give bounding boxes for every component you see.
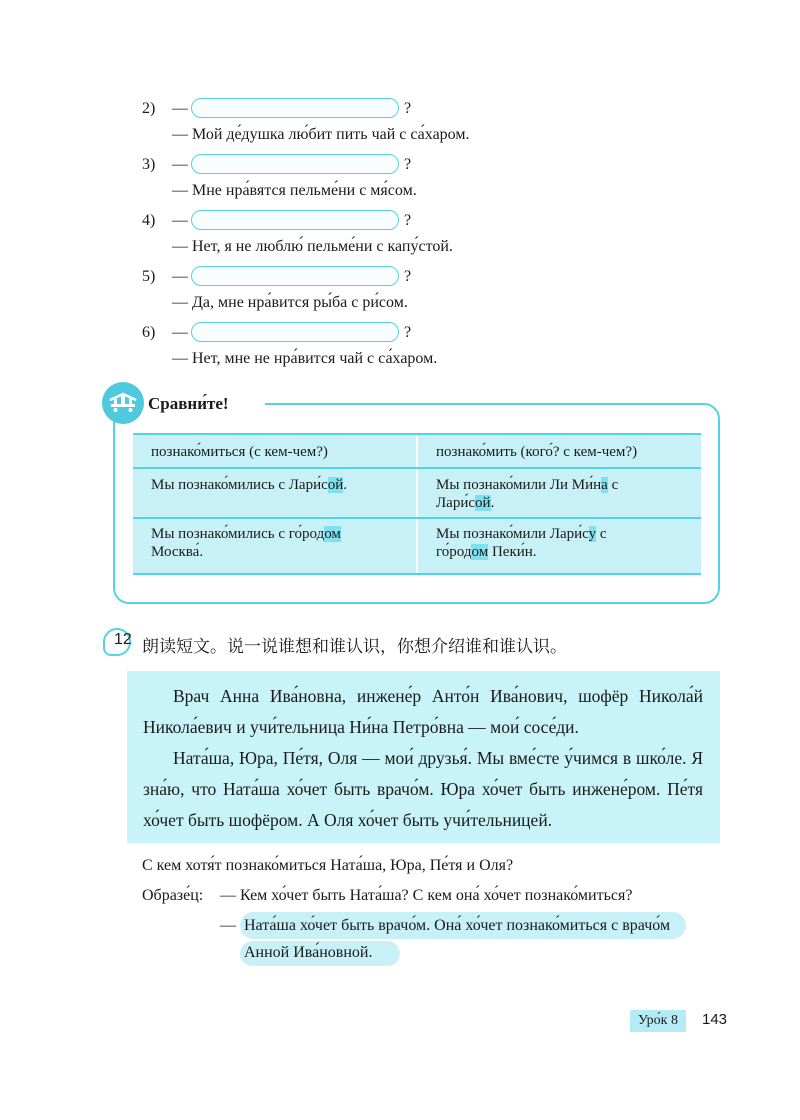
question-mark: ? [404,324,412,341]
header-cell-right: познако́мить (кого́? с кем-чем?) [417,434,701,468]
cell-text: Мы познако́мили Лари́с [436,526,589,542]
exercise-number: 12 [114,631,132,648]
page-number: 143 [702,1011,728,1028]
answer-blank-field[interactable] [191,266,399,286]
cell-text: с [607,477,619,493]
ending-highlight: а [601,477,608,493]
ending-highlight: ом [471,544,489,560]
answer-blank-field[interactable] [191,210,399,230]
task-question: С кем хотя́т познако́миться Ната́ша, Юра, Пе́тя и Оля? [142,857,514,874]
table-row [133,518,701,574]
exercise-number-badge [103,628,133,656]
ending-highlight: ой [475,495,491,511]
item-number: 2) [142,100,156,117]
cell-text: Мы познако́мились с Лари́с [151,477,328,493]
question-mark: ? [404,156,412,173]
answer-blank-field[interactable] [191,154,399,174]
reading-passage [127,671,720,843]
sample-question: — Кем хо́чет быть Ната́ша? С кем она́ хо́чет познако́миться? [220,887,633,904]
dash: — [172,324,188,341]
answer-line: — Нет, я не люблю́ пельме́ни с капу́стой. [172,238,453,255]
question-mark: ? [404,268,412,285]
ending-highlight: ой [327,477,344,493]
paragraph: Врач Анна Ива́новна, инжене́р Анто́н Ива́нович, шофёр Никола́й Никола́евич и учи́тельница Ни́на Петро́вна — мои́ сосе́ди. [143,686,703,737]
item-number: 4) [142,212,156,229]
question-mark: ? [404,100,412,117]
question-mark: ? [404,212,412,229]
item-number: 5) [142,268,156,285]
sample-label: Образе́ц: [142,887,204,904]
answer-line: — Нет, мне не нра́вится чай с са́харом. [172,350,438,367]
dash: — [172,268,188,285]
cell-text: Мы познако́мили Ли Ми́н [436,477,602,493]
lesson-badge: Уро́к 8 [630,1010,686,1032]
answer-line: — Мой де́душка лю́бит пить чай с са́харом. [172,126,470,143]
answer-line: — Да, мне нра́вится ры́ба с ри́сом. [172,294,408,311]
dash: — [172,100,188,117]
cell-text: Москва́. [151,544,204,560]
cell-text: . [490,495,495,511]
item-number: 3) [142,156,156,173]
table-cell [417,518,701,574]
exercise-instruction: 朗读短文。说一说谁想和谁认识，你想介绍谁和谁认识。 [142,637,567,656]
table-cell [133,468,417,518]
table-row [133,434,701,468]
cell-text: го́род [436,544,472,560]
table-cell [133,518,417,574]
cell-text: . [343,477,348,493]
item-number: 6) [142,324,156,341]
ending-highlight: ом [324,526,341,542]
answer-blank-field[interactable] [191,322,399,342]
compare-title: Сравни́те! [148,394,229,413]
cell-text: Пеки́н. [488,544,537,560]
cell-text: Мы познако́мились с го́род [151,526,325,542]
ending-highlight: у [588,526,597,542]
answer-line: — Мне нра́вятся пельме́ни с мя́сом. [172,182,417,199]
table-cell [417,468,701,518]
dash: — [220,917,236,934]
dash: — [172,212,188,229]
sample-answer-line: Ната́ша хо́чет быть врачо́м. Она́ хо́чет познако́миться с врачо́м [244,917,671,934]
dash: — [172,156,188,173]
paragraph: Ната́ша, Юра, Пе́тя, Оля — мои́ друзья́. Мы вме́сте у́чимся в шко́ле. Я зна́ю, что Ната́ша хо́чет быть врачо́м. Юра хо́чет быть инжене́ром. Пе́тя хо́чет быть шофёром. А Оля хо́чет быть учи́тельницей. [143,748,703,830]
scale-compare-icon [102,382,144,424]
sample-answer-line: Анной Ива́новной. [244,944,373,961]
header-cell-left: познако́миться (с кем-чем?) [133,434,417,468]
table-row [133,468,701,518]
compare-table [133,433,701,575]
answer-blank-field[interactable] [191,98,399,118]
cell-text: Лари́с [436,495,476,511]
cell-text: с [596,526,607,542]
